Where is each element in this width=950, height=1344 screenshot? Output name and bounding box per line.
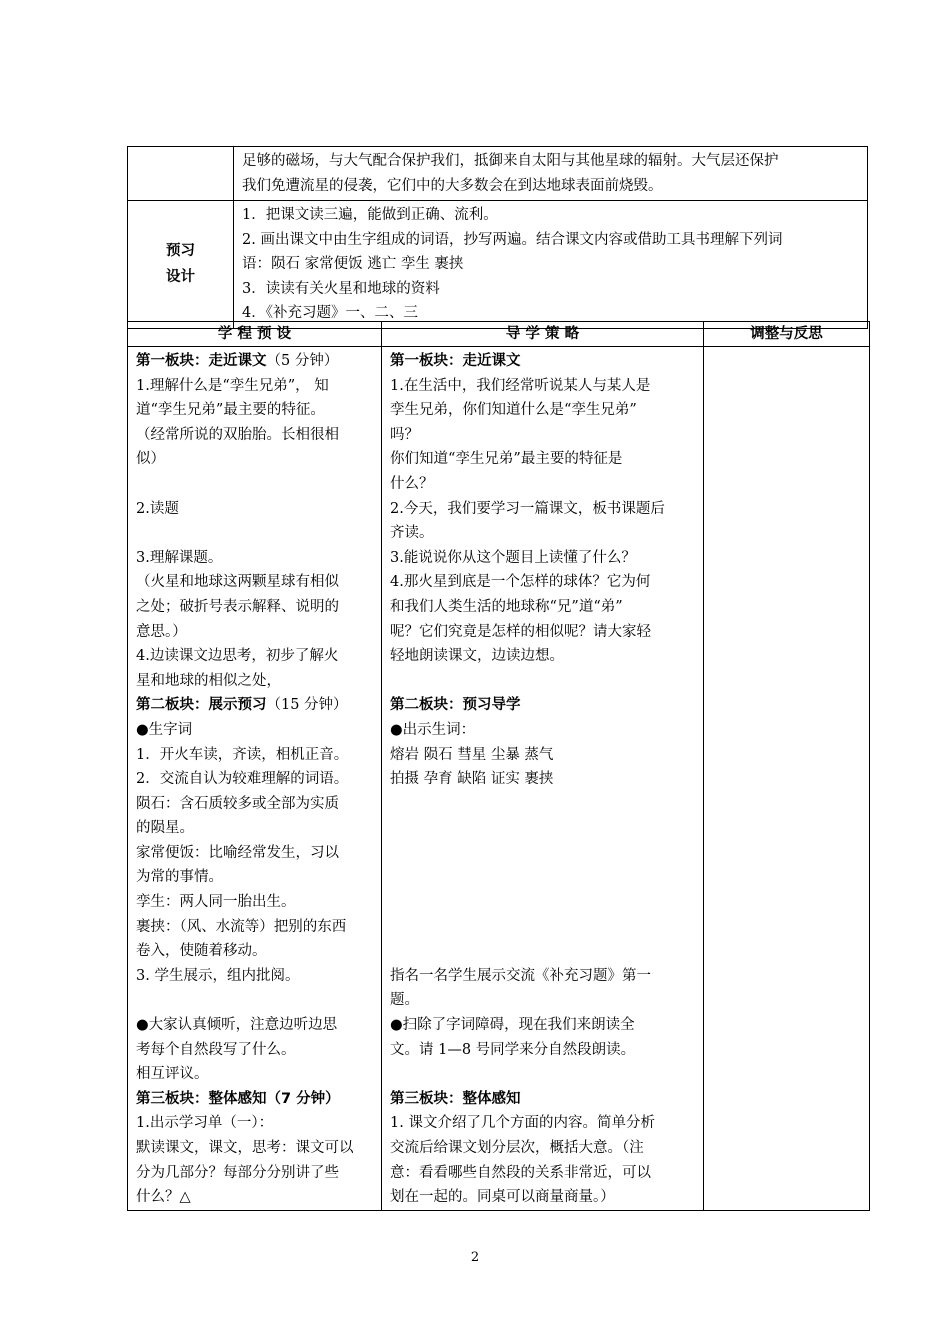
text-line: 第二板块：展示预习（15 分钟） (136, 697, 348, 714)
text-line: 1．开火车读，齐读，相机正音。 (136, 746, 349, 763)
text-line: 为常的事情。 (136, 869, 223, 886)
text-line: 文。请 1—8 号同学来分自然段朗读。 (390, 1041, 636, 1058)
header-guidance-strategy: 导 学 策 略 (382, 322, 704, 347)
text-line: 第二板块：预习导学 (390, 697, 521, 714)
text-line: ●大家认真倾听，注意边听边思 (136, 1017, 338, 1034)
text-line: 3.能说说你从这个题目上读懂了什么？ (390, 549, 636, 566)
text-line: 齐读。 (390, 525, 434, 542)
learning-process-column (128, 347, 381, 1210)
text-line: 4.那火星到底是一个怎样的球体？它为何 (390, 574, 651, 591)
text-line: 第三板块：整体感知（7 分钟） (136, 1090, 340, 1107)
lesson-plan-table (127, 321, 870, 1211)
text-line: 2. 画出课文中由生字组成的词语，抄写两遍。结合课文内容或借助工具书理解下列词 (242, 231, 783, 248)
text-line: 呢？它们究竟是怎样的相似呢？请大家轻 (390, 623, 651, 640)
text-line: 2．交流自认为较难理解的词语。 (136, 771, 349, 788)
text-line: 道“孪生兄弟”最主要的特征。 (136, 402, 325, 419)
text-line: ●扫除了字词障碍，现在我们来朗读全 (390, 1017, 635, 1034)
text-line: 拍摄 孕育 缺陷 证实 裹挟 (390, 771, 554, 788)
text-line: 吗？ (390, 426, 419, 443)
text-line: 什么？ (390, 475, 434, 492)
header-adjust-reflect: 调整与反思 (704, 322, 870, 347)
text-line (136, 472, 376, 497)
text-line (390, 939, 698, 964)
guidance-strategy-column (382, 347, 703, 1210)
empty-label-cell (128, 147, 234, 201)
intro-row-continuation (128, 147, 868, 201)
text-line: 2.读题 (136, 500, 179, 517)
text-line: 1．把课文读三遍，能做到正确、流利。 (242, 207, 498, 223)
preview-design-label: 预习 设计 (128, 201, 234, 329)
text-line: 3. 学生展示，组内批阅。 (136, 967, 300, 984)
text-line: 什么？△ (136, 1189, 191, 1206)
text-line: 默读课文，课文，思考：课文可以 (136, 1140, 354, 1156)
text-line: 3．读读有关火星和地球的资料 (242, 280, 440, 297)
text-line (390, 1062, 698, 1087)
text-line: （经常所说的双胎胎。长相很相 (136, 426, 339, 443)
preview-design-row (128, 201, 868, 329)
text-line: 4．《补充习题》一、二、三 (242, 305, 418, 321)
text-line: 的陨星。 (136, 820, 194, 837)
continuation-text (234, 147, 868, 201)
text-line: 1.在生活中，我们经常听说某人与某人是 (390, 377, 651, 394)
text-line: 我们免遭流星的侵袭，它们中的大多数会在到达地球表面前烧毁。 (242, 177, 663, 194)
table-body-row (128, 347, 870, 1211)
text-line: 1.出示学习单（一）： (136, 1115, 274, 1132)
adjust-reflect-column (704, 347, 870, 1211)
text-line: 1. 课文介绍了几个方面的内容。简单分析 (390, 1115, 655, 1132)
text-line (390, 915, 698, 940)
header-learning-process: 学 程 预 设 (128, 322, 382, 347)
text-line: 陨石：含石质较多或全部为实质 (136, 795, 339, 812)
text-line (390, 841, 698, 866)
text-line: 题。 (390, 992, 419, 1009)
text-line: 1.理解什么是“孪生兄弟”， 知 (136, 377, 329, 394)
text-line: 你们知道“孪生兄弟”最主要的特征是 (390, 451, 623, 468)
text-line: （火星和地球这两颗星球有相似 (136, 574, 339, 591)
text-line: ●生字词 (136, 721, 193, 738)
text-line: 熔岩 陨石 彗星 尘暴 蒸气 (390, 746, 554, 763)
text-line: 3.理解课题。 (136, 549, 223, 566)
text-line: 相互评议。 (136, 1066, 209, 1083)
text-line: 似） (136, 451, 165, 468)
text-line: 轻地朗读课文，边读边想。 (390, 648, 564, 665)
text-line (390, 816, 698, 841)
text-line: 孪生：两人同一胎出生。 (136, 894, 296, 911)
text-line: 第一板块：走近课文 (390, 353, 521, 369)
text-line: 第一板块：走近课文（5 分钟） (136, 353, 339, 369)
text-line: 足够的磁场，与大气配合保护我们，抵御来自太阳与其他星球的辐射。大气层还保护 (242, 153, 779, 169)
text-line: 孪生兄弟，你们知道什么是“孪生兄弟” (390, 402, 637, 419)
text-line (136, 521, 376, 546)
text-line: 星和地球的相似之处， (136, 672, 281, 689)
page-number: 2 (470, 1250, 480, 1265)
preview-design-content (234, 201, 868, 329)
text-line: 第三板块：整体感知 (390, 1090, 521, 1107)
text-line: 2.今天，我们要学习一篇课文，板书课题后 (390, 500, 665, 517)
text-line (390, 792, 698, 817)
text-line: 裹挟：（风、水流等）把别的东西 (136, 918, 347, 935)
text-line: 意思。） (136, 623, 187, 640)
text-line: 之处；破折号表示解释、说明的 (136, 598, 339, 615)
text-line: 意：看看哪些自然段的关系非常近，可以 (390, 1164, 651, 1181)
text-line: 指名一名学生展示交流《补充习题》第一 (390, 967, 651, 984)
text-line: ●出示生词： (390, 721, 476, 738)
intro-table (127, 146, 868, 329)
table-header-row (128, 322, 870, 347)
text-line: 卷入，使随着移动。 (136, 943, 267, 960)
text-line: 分为几部分？每部分分别讲了些 (136, 1164, 339, 1181)
text-line: 划在一起的。同桌可以商量商量。） (390, 1189, 615, 1206)
text-line (390, 865, 698, 890)
text-line: 和我们人类生活的地球称“兄”道“弟” (390, 598, 623, 615)
text-line (390, 669, 698, 694)
text-line: 家常便饭：比喻经常发生，习以 (136, 844, 339, 861)
text-line: 语：陨石 家常便饭 逃亡 孪生 裹挟 (242, 256, 464, 272)
text-line (136, 988, 376, 1013)
text-line: 交流后给课文划分层次，概括大意。（注 (390, 1140, 644, 1156)
text-line (390, 890, 698, 915)
text-line: 4.边读课文边思考，初步了解火 (136, 648, 339, 665)
text-line: 考每个自然段写了什么。 (136, 1041, 296, 1058)
